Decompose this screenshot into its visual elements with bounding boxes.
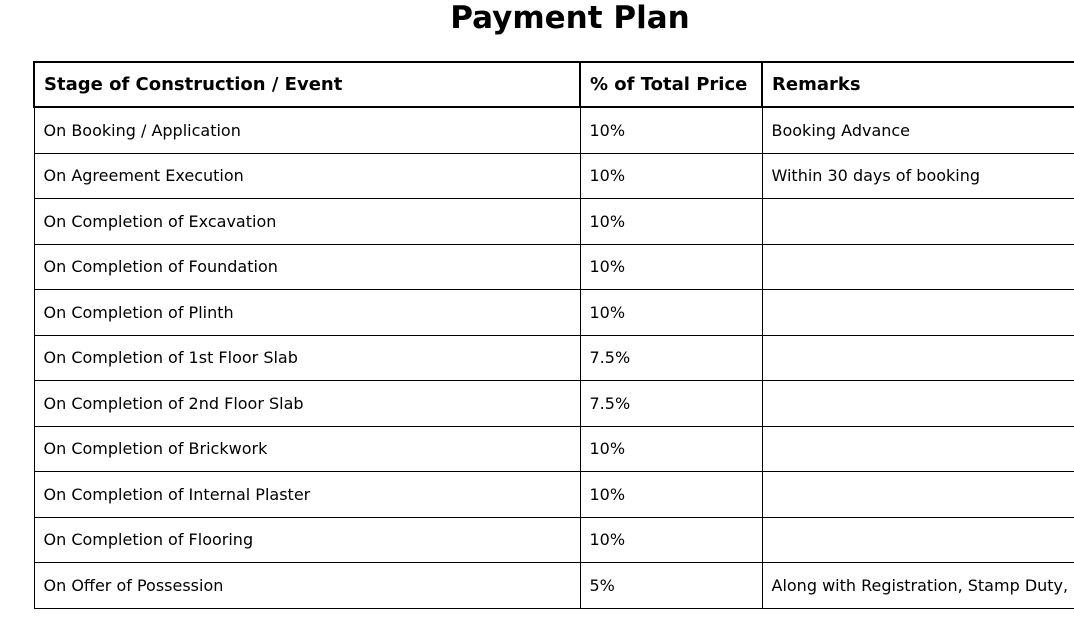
header-row: [34, 62, 1074, 107]
cell-percent: 10%: [580, 472, 762, 518]
table-row: [34, 199, 1074, 245]
table-row: [34, 244, 1074, 290]
cell-percent: 10%: [580, 153, 762, 199]
table-row: [34, 153, 1074, 199]
cell-remarks: Within 30 days of booking: [762, 153, 1074, 199]
cell-remarks: [762, 290, 1074, 336]
cell-percent: 5%: [580, 563, 762, 609]
cell-remarks: [762, 517, 1074, 563]
cell-remarks: [762, 244, 1074, 290]
table-row: [34, 290, 1074, 336]
cell-percent: 10%: [580, 426, 762, 472]
table-row: [34, 426, 1074, 472]
cell-stage: On Agreement Execution: [34, 153, 580, 199]
table-row: [34, 472, 1074, 518]
cell-remarks: Along with Registration, Stamp Duty,: [762, 563, 1074, 609]
cell-percent: 10%: [580, 290, 762, 336]
cell-stage: On Completion of Plinth: [34, 290, 580, 336]
cell-percent: 7.5%: [580, 335, 762, 381]
cell-remarks: [762, 426, 1074, 472]
cell-percent: 10%: [580, 199, 762, 245]
cell-stage: On Completion of 1st Floor Slab: [34, 335, 580, 381]
table-header: [34, 62, 1074, 107]
header-remarks: Remarks: [762, 62, 1074, 107]
page-title: Payment Plan: [450, 0, 690, 36]
table-row: [34, 563, 1074, 609]
cell-remarks: [762, 199, 1074, 245]
cell-stage: On Completion of 2nd Floor Slab: [34, 381, 580, 427]
cell-stage: On Completion of Flooring: [34, 517, 580, 563]
cell-percent: 10%: [580, 517, 762, 563]
cell-percent: 10%: [580, 107, 762, 153]
table-row: [34, 107, 1074, 153]
header-stage: Stage of Construction / Event: [34, 62, 580, 107]
cell-remarks: [762, 472, 1074, 518]
cell-stage: On Completion of Excavation: [34, 199, 580, 245]
payment-plan-table: [33, 61, 1074, 609]
header-percent: % of Total Price: [580, 62, 762, 107]
cell-percent: 10%: [580, 244, 762, 290]
cell-percent: 7.5%: [580, 381, 762, 427]
cell-remarks: Booking Advance: [762, 107, 1074, 153]
payment-plan-table-container: [33, 61, 1074, 609]
cell-stage: On Offer of Possession: [34, 563, 580, 609]
table-row: [34, 517, 1074, 563]
table-body: [34, 107, 1074, 608]
cell-stage: On Completion of Brickwork: [34, 426, 580, 472]
cell-stage: On Booking / Application: [34, 107, 580, 153]
cell-stage: On Completion of Foundation: [34, 244, 580, 290]
cell-remarks: [762, 381, 1074, 427]
cell-remarks: [762, 335, 1074, 381]
table-row: [34, 381, 1074, 427]
cell-stage: On Completion of Internal Plaster: [34, 472, 580, 518]
table-row: [34, 335, 1074, 381]
